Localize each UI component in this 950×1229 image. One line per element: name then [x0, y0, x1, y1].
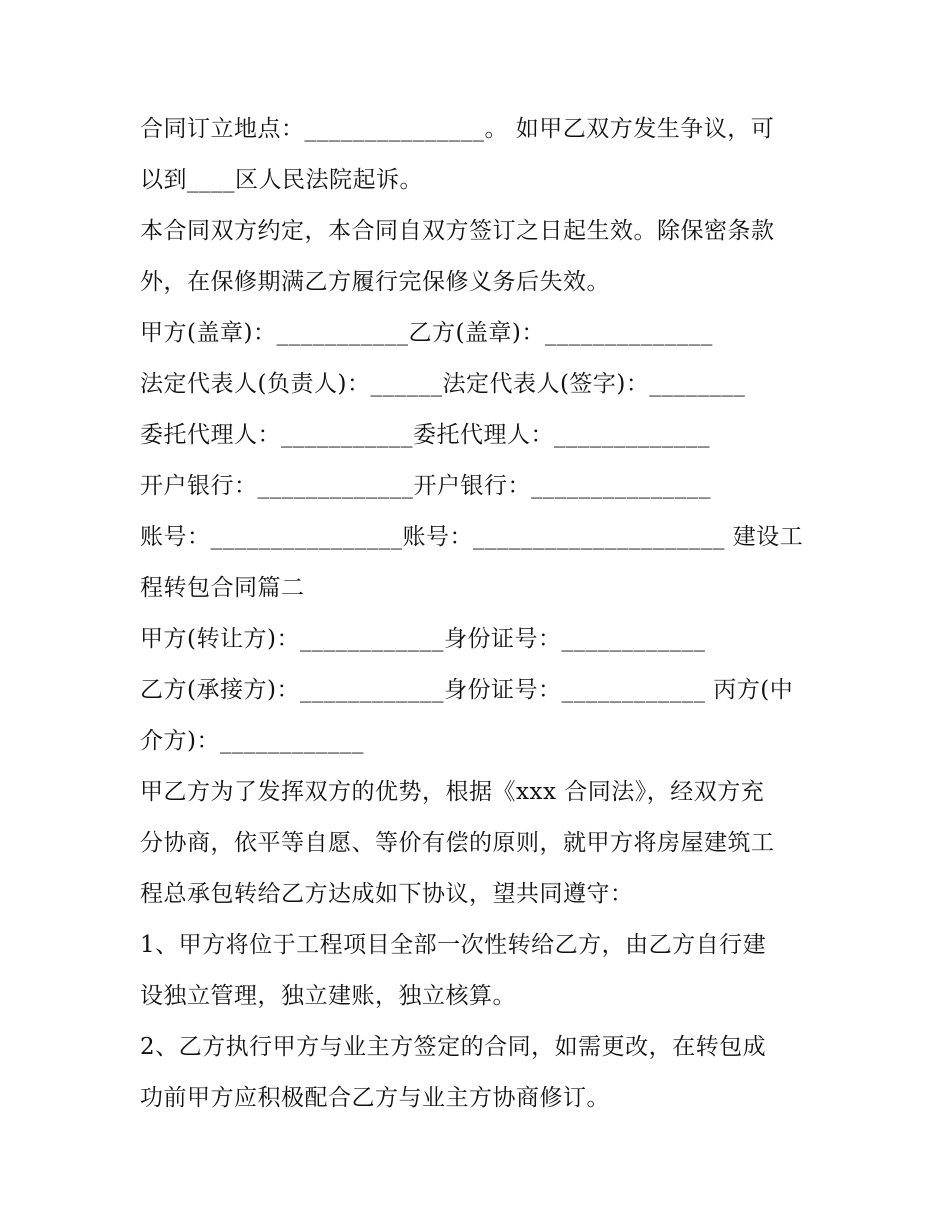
- signature-line-seal: 甲方(盖章)：___________乙方(盖章)：______________: [140, 320, 713, 346]
- document-body: [140, 104, 820, 1124]
- text-line: 甲乙方为了发挥双方的优势，根据《xxx 合同法》，经双方充: [140, 779, 765, 805]
- party-line-intermediary: 介方)：____________: [140, 728, 364, 754]
- text-line: 以到____区人民法院起诉。: [140, 167, 423, 193]
- text-line: 外，在保修期满乙方履行完保修义务后失效。: [140, 269, 610, 295]
- text-line: 合同订立地点：_______________。 如甲乙双方发生争议，可: [140, 116, 775, 142]
- party-line-transferor: 甲方(转让方)：____________身份证号：____________: [140, 626, 706, 652]
- text-line: 本合同双方约定，本合同自双方签订之日起生效。除保密条款: [140, 218, 775, 244]
- clause-1-line: 设独立管理，独立建账，独立核算。: [140, 983, 516, 1009]
- party-line-contractor: 乙方(承接方)：____________身份证号：____________ 丙方(中: [140, 677, 794, 703]
- text-line: 程总承包转给乙方达成如下协议，望共同遵守：: [140, 881, 634, 907]
- text-line: 分协商，依平等自愿、等价有偿的原则，就甲方将房屋建筑工: [140, 830, 775, 856]
- signature-line-account: 账号：________________账号：_____________________ 建设工: [140, 524, 804, 550]
- signature-line-agent: 委托代理人：___________委托代理人：_____________: [140, 422, 710, 448]
- clause-2-line: 2、乙方执行甲方与业主方签定的合同，如需更改，在转包成: [140, 1034, 767, 1060]
- section-title: 程转包合同篇二: [140, 575, 305, 601]
- signature-line-bank: 开户银行：_____________开户银行：_______________: [140, 473, 711, 499]
- clause-1-line: 1、甲方将位于工程项目全部一次性转给乙方，由乙方自行建: [140, 932, 767, 958]
- signature-line-representative: 法定代表人(负责人)：______法定代表人(签字)：________: [140, 371, 746, 397]
- clause-2-line: 功前甲方应积极配合乙方与业主方协商修订。: [140, 1085, 610, 1111]
